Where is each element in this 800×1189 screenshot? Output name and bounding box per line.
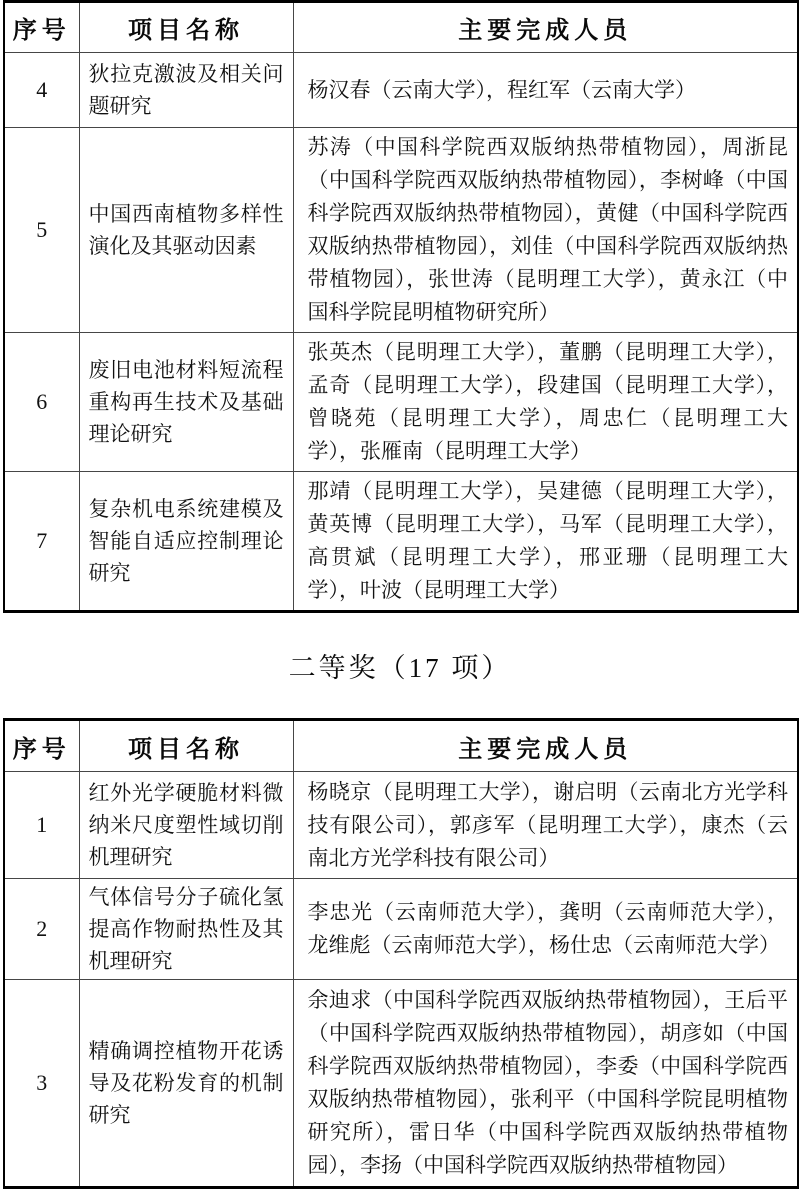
- project-name: 精确调控植物开花诱导及花粉发育的机制研究: [79, 980, 293, 1188]
- column-header-personnel: 主要完成人员: [293, 720, 798, 772]
- column-header-project: 项目名称: [79, 720, 293, 772]
- table-header-row: [4, 2, 798, 53]
- table-row: [4, 472, 798, 612]
- table-row: [4, 772, 798, 879]
- column-header-personnel: 主要完成人员: [293, 2, 798, 53]
- row-number: 4: [4, 53, 79, 128]
- column-header-number: 序号: [4, 2, 79, 53]
- personnel-list: 那靖（昆明理工大学），吴建德（昆明理工大学），黄英博（昆明理工大学），马军（昆明理工大学），高贯斌（昆明理工大学），邢亚珊（昆明理工大学），叶波（昆明理工大学）: [293, 472, 798, 612]
- project-name: 气体信号分子硫化氢提高作物耐热性及其机理研究: [79, 879, 293, 980]
- table-row: [4, 333, 798, 472]
- project-name: 废旧电池材料短流程重构再生技术及基础理论研究: [79, 333, 293, 472]
- table-header-row: [4, 720, 798, 772]
- column-header-project: 项目名称: [79, 2, 293, 53]
- project-name: 复杂机电系统建模及智能自适应控制理论研究: [79, 472, 293, 612]
- personnel-list: 苏涛（中国科学院西双版纳热带植物园），周浙昆（中国科学院西双版纳热带植物园），李树峰（中国科学院西双版纳热带植物园），黄健（中国科学院西双版纳热带植物园），刘佳（中国科学院西双版纳热带植物园），张世涛（昆明理工大学），黄永江（中国科学院昆明植物研究所）: [293, 128, 798, 333]
- project-name: 红外光学硬脆材料微纳米尺度塑性域切削机理研究: [79, 772, 293, 879]
- row-number: 5: [4, 128, 79, 333]
- table-row: [4, 980, 798, 1188]
- row-number: 3: [4, 980, 79, 1188]
- section-heading: 二等奖（17 项）: [288, 653, 512, 683]
- table-row: [4, 128, 798, 333]
- project-name: 狄拉克激波及相关问题研究: [79, 53, 293, 128]
- row-number: 7: [4, 472, 79, 612]
- row-number: 1: [4, 772, 79, 879]
- second-prize-table: [3, 718, 799, 1189]
- row-number: 6: [4, 333, 79, 472]
- personnel-list: 杨晓京（昆明理工大学），谢启明（云南北方光学科技有限公司），郭彦军（昆明理工大学），康杰（云南北方光学科技有限公司）: [293, 772, 798, 879]
- personnel-list: 余迪求（中国科学院西双版纳热带植物园），王后平（中国科学院西双版纳热带植物园），胡彦如（中国科学院西双版纳热带植物园），李委（中国科学院西双版纳热带植物园），张利平（中国科学院昆明植物研究所），雷日华（中国科学院西双版纳热带植物园），李扬（中国科学院西双版纳热带植物园）: [293, 980, 798, 1188]
- personnel-list: 张英杰（昆明理工大学），董鹏（昆明理工大学），孟奇（昆明理工大学），段建国（昆明理工大学），曾晓苑（昆明理工大学），周忠仁（昆明理工大学），张雁南（昆明理工大学）: [293, 333, 798, 472]
- personnel-list: 杨汉春（云南大学），程红军（云南大学）: [293, 53, 798, 128]
- section-divider: [0, 613, 800, 718]
- column-header-number: 序号: [4, 720, 79, 772]
- first-prize-table-continued: [3, 0, 799, 613]
- personnel-list: 李忠光（云南师范大学），龚明（云南师范大学），龙维彪（云南师范大学），杨仕忠（云南师范大学）: [293, 879, 798, 980]
- table-row: [4, 53, 798, 128]
- project-name: 中国西南植物多样性演化及其驱动因素: [79, 128, 293, 333]
- row-number: 2: [4, 879, 79, 980]
- table-row: [4, 879, 798, 980]
